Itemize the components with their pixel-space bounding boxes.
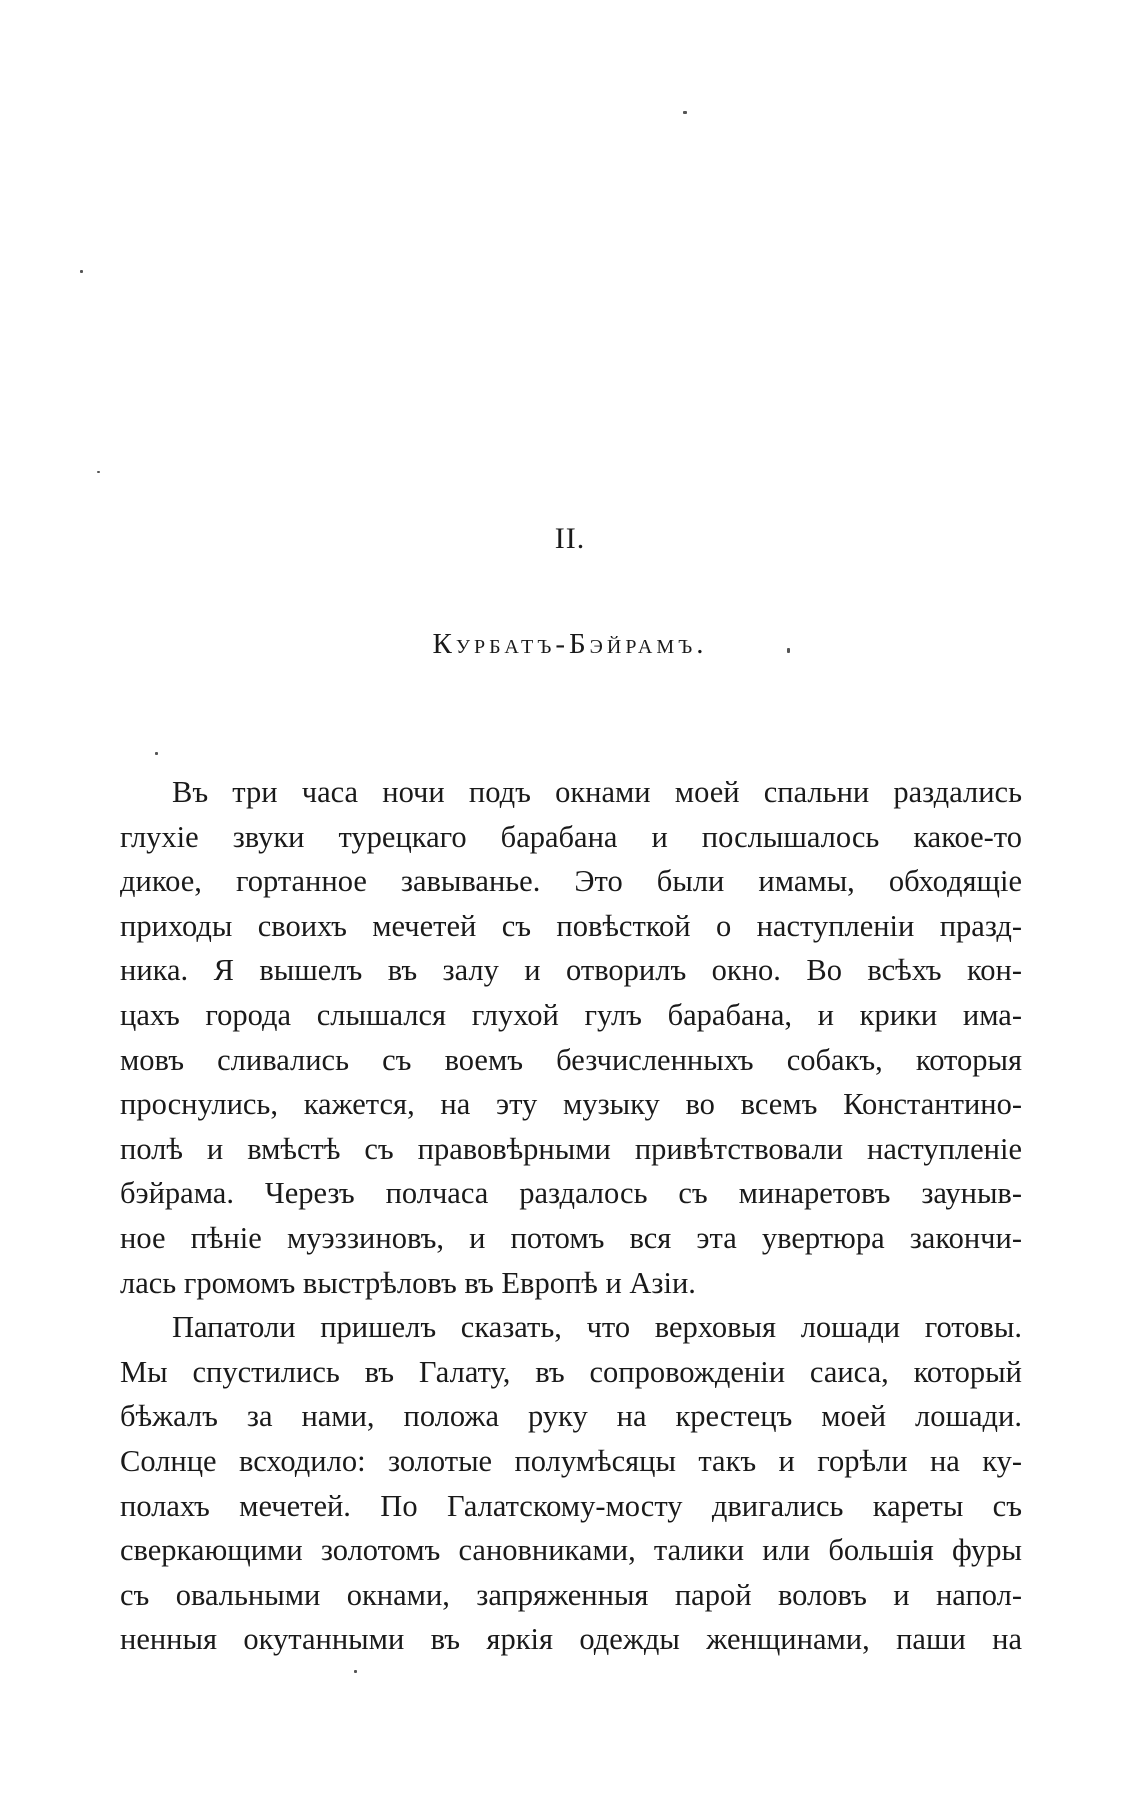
body-text — [120, 770, 1022, 1662]
paragraph-2 — [120, 1305, 1022, 1662]
text-line: лась громомъ выстрѣловъ въ Европѣ и Азіи. — [120, 1265, 696, 1300]
text-line: бэйрама. Черезъ полчаса раздалось съ минаретовъ зауныв- — [120, 1176, 1022, 1211]
chapter-title: Курбатъ-Бэйрамъ. — [432, 628, 708, 660]
text-line: Въ три часа ночи подъ окнами моей спальни раздались — [172, 775, 1022, 809]
text-line: полѣ и вмѣстѣ съ правовѣрными привѣтствовали наступленіе — [120, 1131, 1022, 1166]
scan-speck — [97, 471, 100, 473]
text-line: ное пѣніе муэззиновъ, и потомъ вся эта увертюра закончи- — [120, 1220, 1022, 1255]
text-line: Папатоли пришелъ сказать, что верховыя лошади готовы. — [172, 1310, 1022, 1345]
text-line: проснулись, кажется, на эту музыку во всемъ Константино- — [120, 1087, 1022, 1122]
text-line: сверкающими золотомъ сановниками, талики или большія фуры — [120, 1533, 1022, 1568]
text-line: цахъ города слышался глухой гулъ барабана, и крики има- — [120, 997, 1022, 1032]
text-line: дикое, гортанное завыванье. Это были имамы, обходящіе — [120, 864, 1022, 899]
chapter-number: II. — [554, 522, 586, 555]
text-line: бѣжалъ за нами, положа руку на крестецъ моей лошади. — [120, 1399, 1022, 1434]
scan-speck — [354, 1670, 357, 1673]
scan-speck — [787, 648, 790, 653]
scan-speck — [80, 270, 83, 273]
paragraph-1 — [120, 770, 1022, 1305]
text-line: приходы своихъ мечетей съ повѣсткой о наступленіи празд- — [120, 908, 1022, 943]
scan-speck — [683, 111, 687, 114]
text-line: глухіе звуки турецкаго барабана и послышалось какое-то — [120, 819, 1022, 854]
text-line: ненныя окутанными въ яркія одежды женщинами, паши на — [120, 1622, 1022, 1657]
scan-speck — [155, 752, 158, 755]
text-line: съ овальными окнами, запряженныя парой воловъ и напол- — [120, 1577, 1022, 1612]
text-line: ника. Я вышелъ въ залу и отворилъ окно. Во всѣхъ кон- — [120, 953, 1022, 988]
text-line: Мы спустились въ Галату, въ сопровожденіи саиса, который — [120, 1354, 1022, 1389]
text-line: полахъ мечетей. По Галатскому-мосту двигались кареты съ — [120, 1488, 1022, 1523]
text-line: Солнце всходило: золотые полумѣсяцы такъ и горѣли на ку- — [120, 1443, 1022, 1478]
text-line: мовъ сливались съ воемъ безчисленныхъ собакъ, которыя — [120, 1042, 1022, 1077]
